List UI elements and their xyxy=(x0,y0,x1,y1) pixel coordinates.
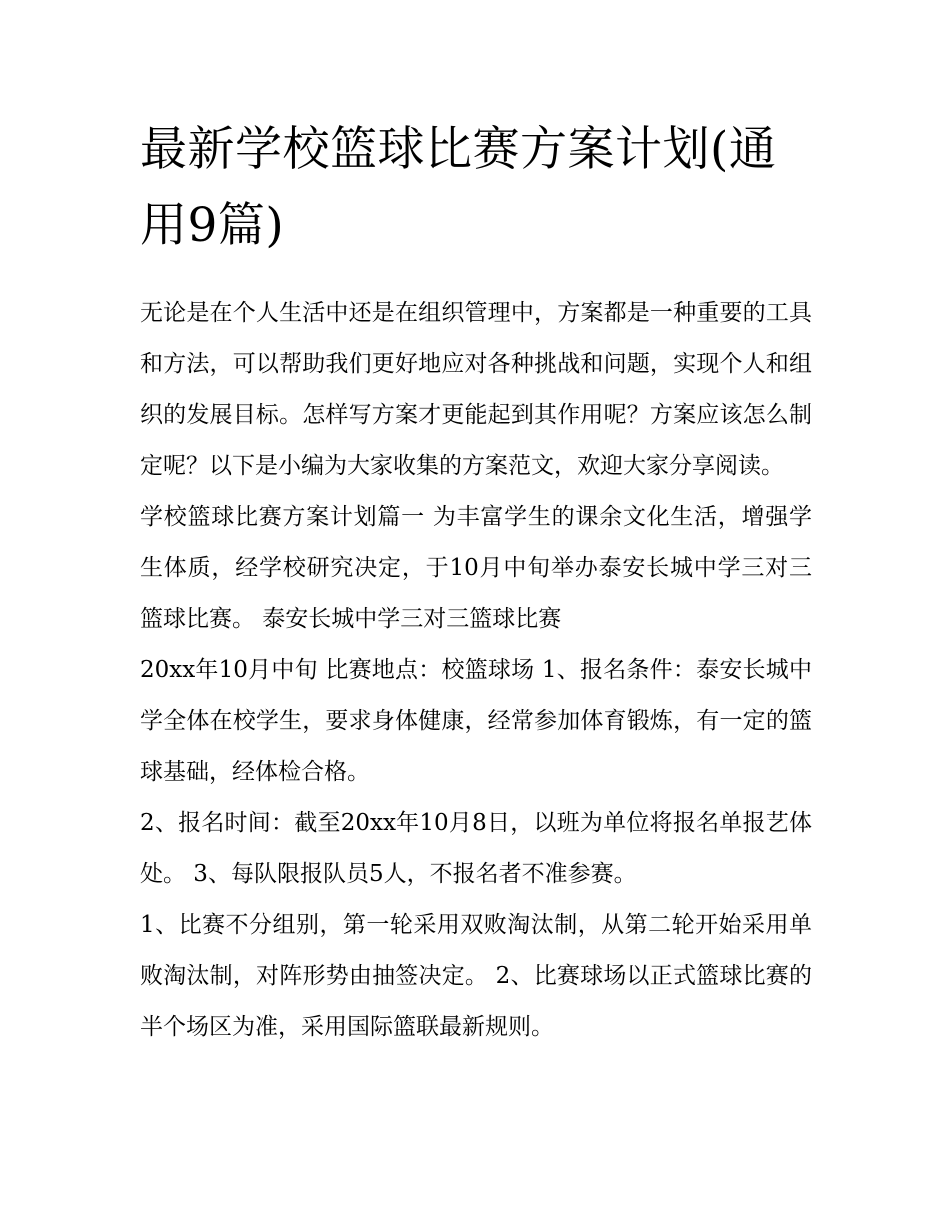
body-paragraph-4: 1、比赛不分组别，第一轮采用双败淘汰制，从第二轮开始采用单败淘汰制，对阵形势由抽签决定。 2、比赛球场以正式篮球比赛的半个场区为准，采用国际篮联最新规则。 xyxy=(140,912,812,1040)
document-title: 最新学校篮球比赛方案计划(通用9篇) xyxy=(140,122,777,253)
intro-paragraph: 无论是在个人生活中还是在组织管理中，方案都是一种重要的工具和方法，可以帮助我们更好地应对各种挑战和问题，实现个人和组织的发展目标。怎样写方案才更能起到其作用呢？方案应该怎么制定呢？以下是小编为大家收集的方案范文，欢迎大家分享阅读。 xyxy=(140,300,812,479)
body-paragraph-2: 20xx年10月中旬 比赛地点：校篮球场 1、报名条件：泰安长城中学全体在校学生，要求身体健康，经常参加体育锻炼，有一定的篮球基础，经体检合格。 xyxy=(140,657,812,785)
document-page xyxy=(140,112,812,1053)
body-paragraph-1: 学校篮球比赛方案计划篇一 为丰富学生的课余文化生活，增强学生体质，经学校研究决定，于10月中旬举办泰安长城中学三对三篮球比赛。 泰安长城中学三对三篮球比赛 xyxy=(140,504,812,632)
body-paragraph-3: 2、报名时间：截至20xx年10月8日，以班为单位将报名单报艺体处。 3、每队限报队员5人，不报名者不准参赛。 xyxy=(140,810,812,887)
